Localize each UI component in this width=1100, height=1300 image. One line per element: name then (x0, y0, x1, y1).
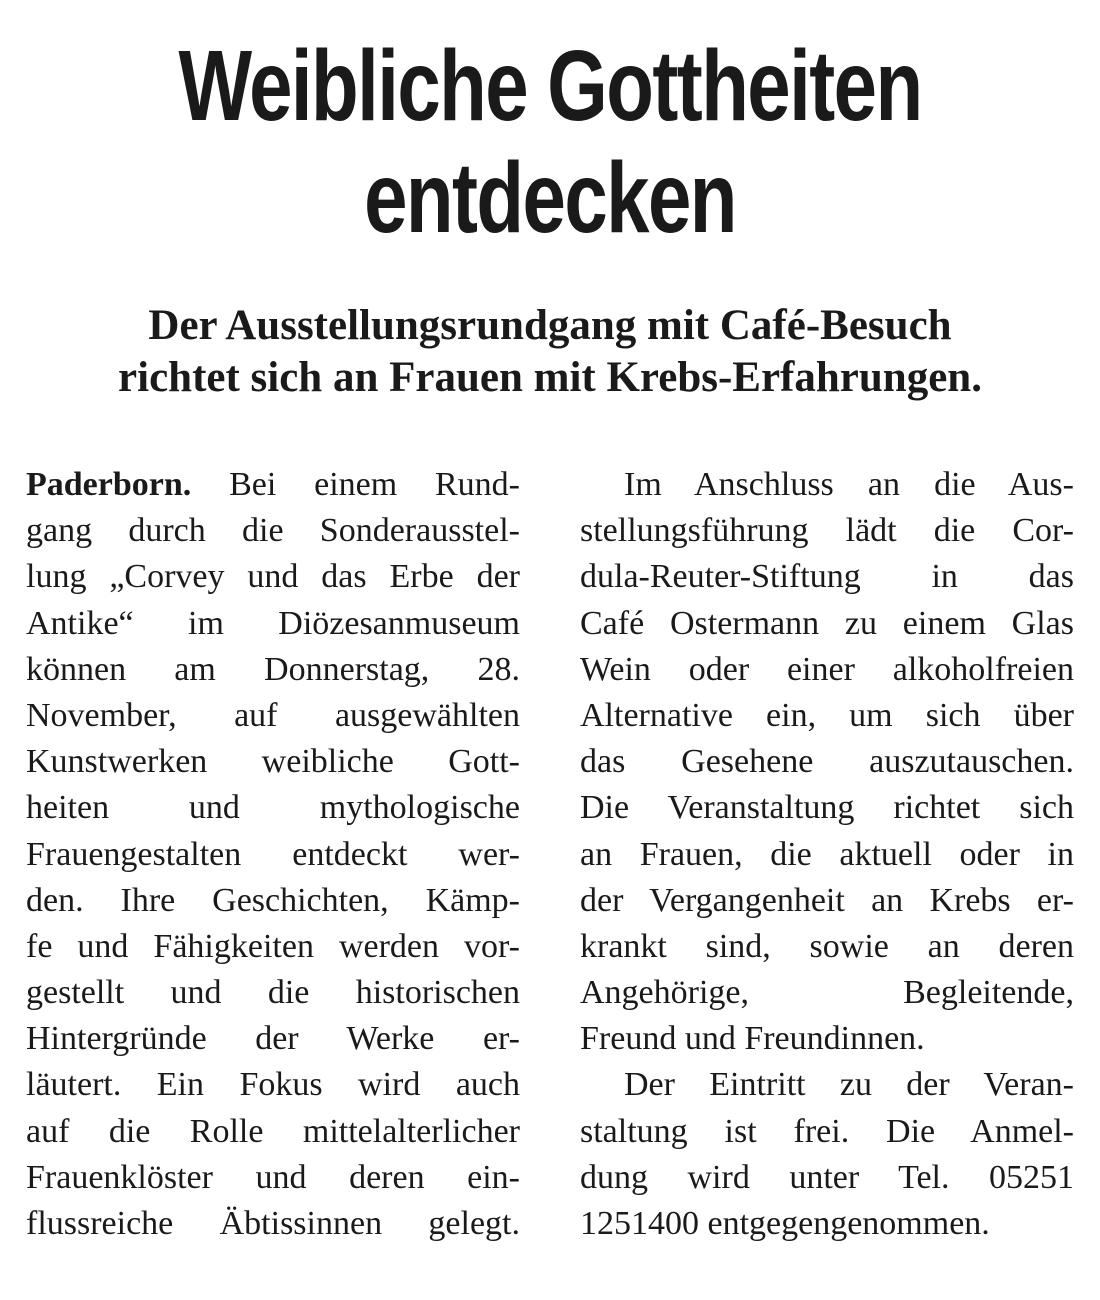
body-line: Im Anschluss an die Aus- (624, 466, 1074, 503)
body-line: läutert. Ein Fokus wird auch (26, 1066, 520, 1104)
body-line (26, 462, 520, 508)
body-line: gang durch die Sonderausstel- (26, 512, 520, 550)
body-line: lung „Corvey und das Erbe der (26, 558, 520, 596)
body-line: Der Eintritt zu der Veran- (624, 1066, 1074, 1104)
body-line: Wein oder einer alkoholfreien (580, 650, 1074, 688)
body-line: Hintergründe der Werke er- (26, 1020, 520, 1058)
body-line: staltung ist frei. Die Anmel- (580, 1112, 1074, 1150)
subheadline (0, 300, 1100, 404)
body-line: an Frauen, die aktuell oder in (580, 835, 1074, 873)
body-line: November, auf ausgewählten (26, 696, 520, 734)
body-line: dula-Reuter-Stiftung in das (580, 558, 1074, 596)
body-line: Café Ostermann zu einem Glas (580, 604, 1074, 642)
body-line: Frauengestalten entdeckt wer- (26, 835, 520, 873)
headline (121, 30, 979, 254)
body-line: dung wird unter Tel. 05251 (580, 1158, 1074, 1196)
subheadline-line: Der Ausstellungsrundgang mit Café-Besuch (148, 302, 952, 349)
body-line: Antike“ im Diözesanmuseum (26, 604, 520, 642)
body-line: Frauenklöster und deren ein- (26, 1158, 520, 1196)
body-line: 1251400 entgegengenommen. (580, 1205, 990, 1242)
body-line: Angehörige, Begleitende, (580, 974, 1074, 1012)
body-line: können am Donnerstag, 28. (26, 650, 520, 688)
body-line: auf die Rolle mittelalterlicher (26, 1112, 520, 1150)
body-line: Alternative ein, um sich über (580, 696, 1074, 734)
body-text: Bei einem Rund- (191, 466, 520, 503)
body-line: Kunstwerken weibliche Gott- (26, 743, 520, 781)
body-line: gestellt und die historischen (26, 974, 520, 1012)
body-column-right (580, 462, 1074, 1247)
body-column-left (26, 462, 520, 1247)
body-line: das Gesehene auszutauschen. (580, 743, 1074, 781)
body-line: flussreiche Äbtissinnen gelegt. (26, 1205, 520, 1242)
subheadline-line: richtet sich an Frauen mit Krebs-Erfahrungen. (118, 354, 982, 401)
headline-line: Weibliche Gottheiten (178, 30, 922, 142)
body-line: Freund und Freundinnen. (580, 1020, 925, 1058)
body-line: krankt sind, sowie an deren (580, 927, 1074, 965)
body-line: den. Ihre Geschichten, Kämp- (26, 881, 520, 919)
body-line: der Vergangenheit an Krebs er- (580, 881, 1074, 919)
body-line: fe und Fähigkeiten werden vor- (26, 927, 520, 965)
body-line: stellungsführung lädt die Cor- (580, 512, 1074, 550)
headline-line: entdecken (364, 142, 736, 254)
dateline: Paderborn. (26, 466, 192, 503)
body-line: Die Veranstaltung richtet sich (580, 789, 1074, 827)
body-line: heiten und mythologische (26, 789, 520, 827)
